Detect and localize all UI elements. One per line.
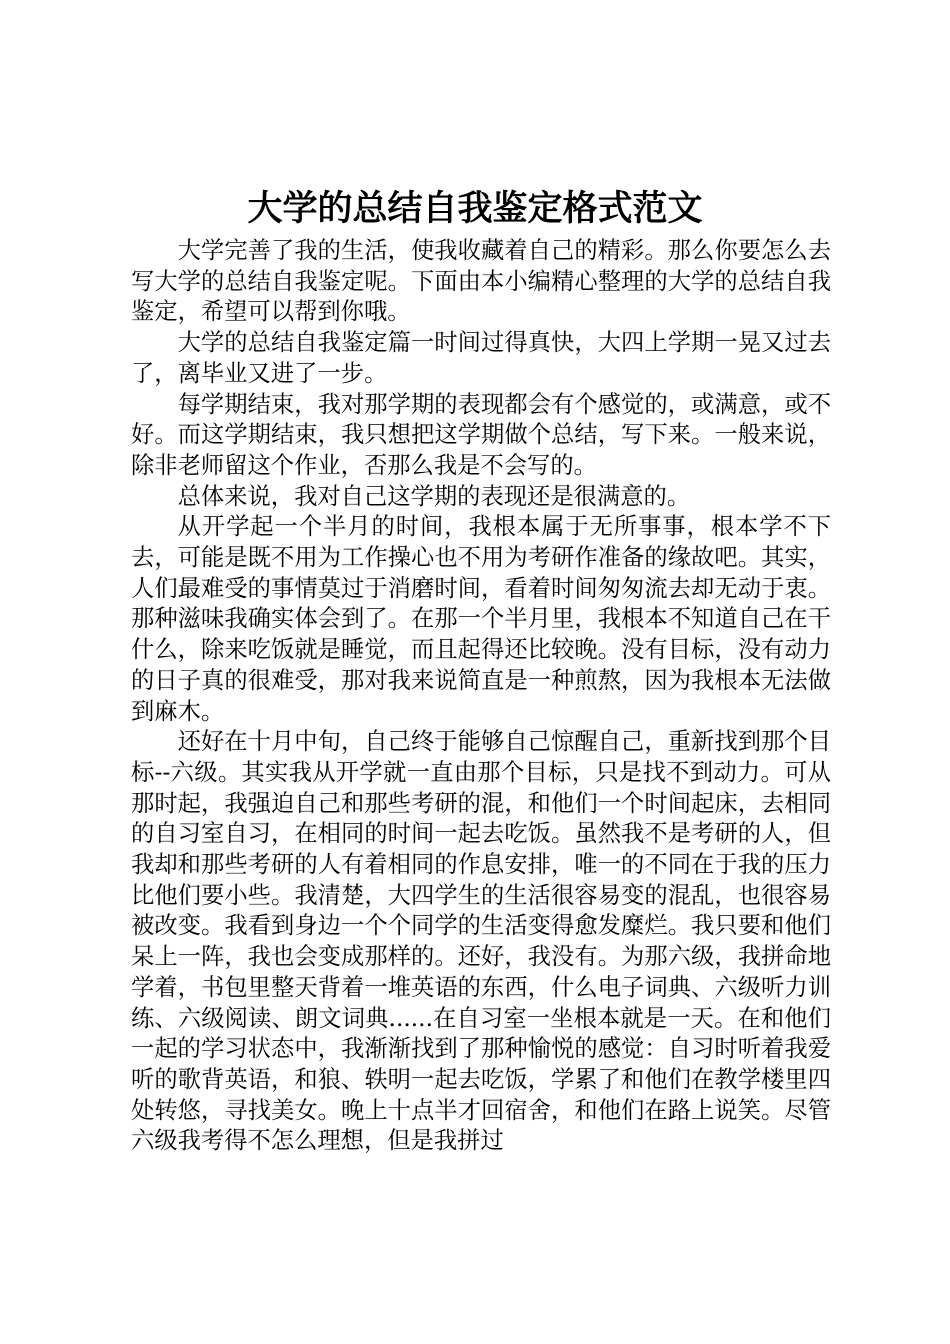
- document-title: 大学的总结自我鉴定格式范文: [247, 188, 703, 229]
- paragraph: 大学完善了我的生活，使我收藏着自己的精彩。那么你要怎么去写大学的总结自我鉴定呢。下面由本小编精心整理的大学的总结自我鉴定，希望可以帮到你哦。: [131, 237, 831, 326]
- paragraph: 从开学起一个半月的时间，我根本属于无所事事，根本学不下去，可能是既不用为工作操心也不用为考研作准备的缘故吧。其实，人们最难受的事情莫过于消磨时间，看着时间匆匆流去却无动于衷。那种滋味我确实体会到了。在那一个半月里，我根本不知道自己在干什么，除来吃饭就是睡觉，而且起得还比较晚。没有目标，没有动力的日子真的很难受，那对我来说简直是一种煎熬，因为我根本无法做到麻木。: [131, 513, 831, 725]
- paragraph: 每学期结束，我对那学期的表现都会有个感觉的，或满意，或不好。而这学期结束，我只想把这学期做个总结，写下来。一般来说，除非老师留这个作业，否那么我是不会写的。: [131, 390, 831, 479]
- paragraph: 还好在十月中旬，自己终于能够自己惊醒自己，重新找到那个目标--六级。其实我从开学就一直由那个目标，只是找不到动力。可从那时起，我强迫自己和那些考研的混，和他们一个时间起床，去相同的自习室自习，在相同的时间一起去吃饭。虽然我不是考研的人，但我却和那些考研的人有着相同的作息安排，唯一的不同在于我的压力比他们要小些。我清楚，大四学生的生活很容易变的混乱，也很容易被改变。我看到身边一个个同学的生活变得愈发糜烂。我只要和他们呆上一阵，我也会变成那样的。还好，我没有。为那六级，我拼命地学着，书包里整天背着一堆英语的东西，什么电子词典、六级听力训练、六级阅读、朗文词典......在自习室一坐根本就是一天。在和他们一起的学习状态中，我渐渐找到了那种愉悦的感觉：自习时听着我爱听的歌背英语，和狼、轶明一起去吃饭，学累了和他们在教学楼里四处转悠，寻找美女。晚上十点半才回宿舍，和他们在路上说笑。尽管六级我考得不怎么理想，但是我拼过: [131, 728, 831, 1155]
- paragraph: 总体来说，我对自己这学期的表现还是很满意的。: [177, 482, 691, 510]
- paragraph: 大学的总结自我鉴定篇一时间过得真快，大四上学期一晃又过去了，离毕业又进了一步。: [131, 329, 831, 387]
- document-body: [131, 236, 831, 1157]
